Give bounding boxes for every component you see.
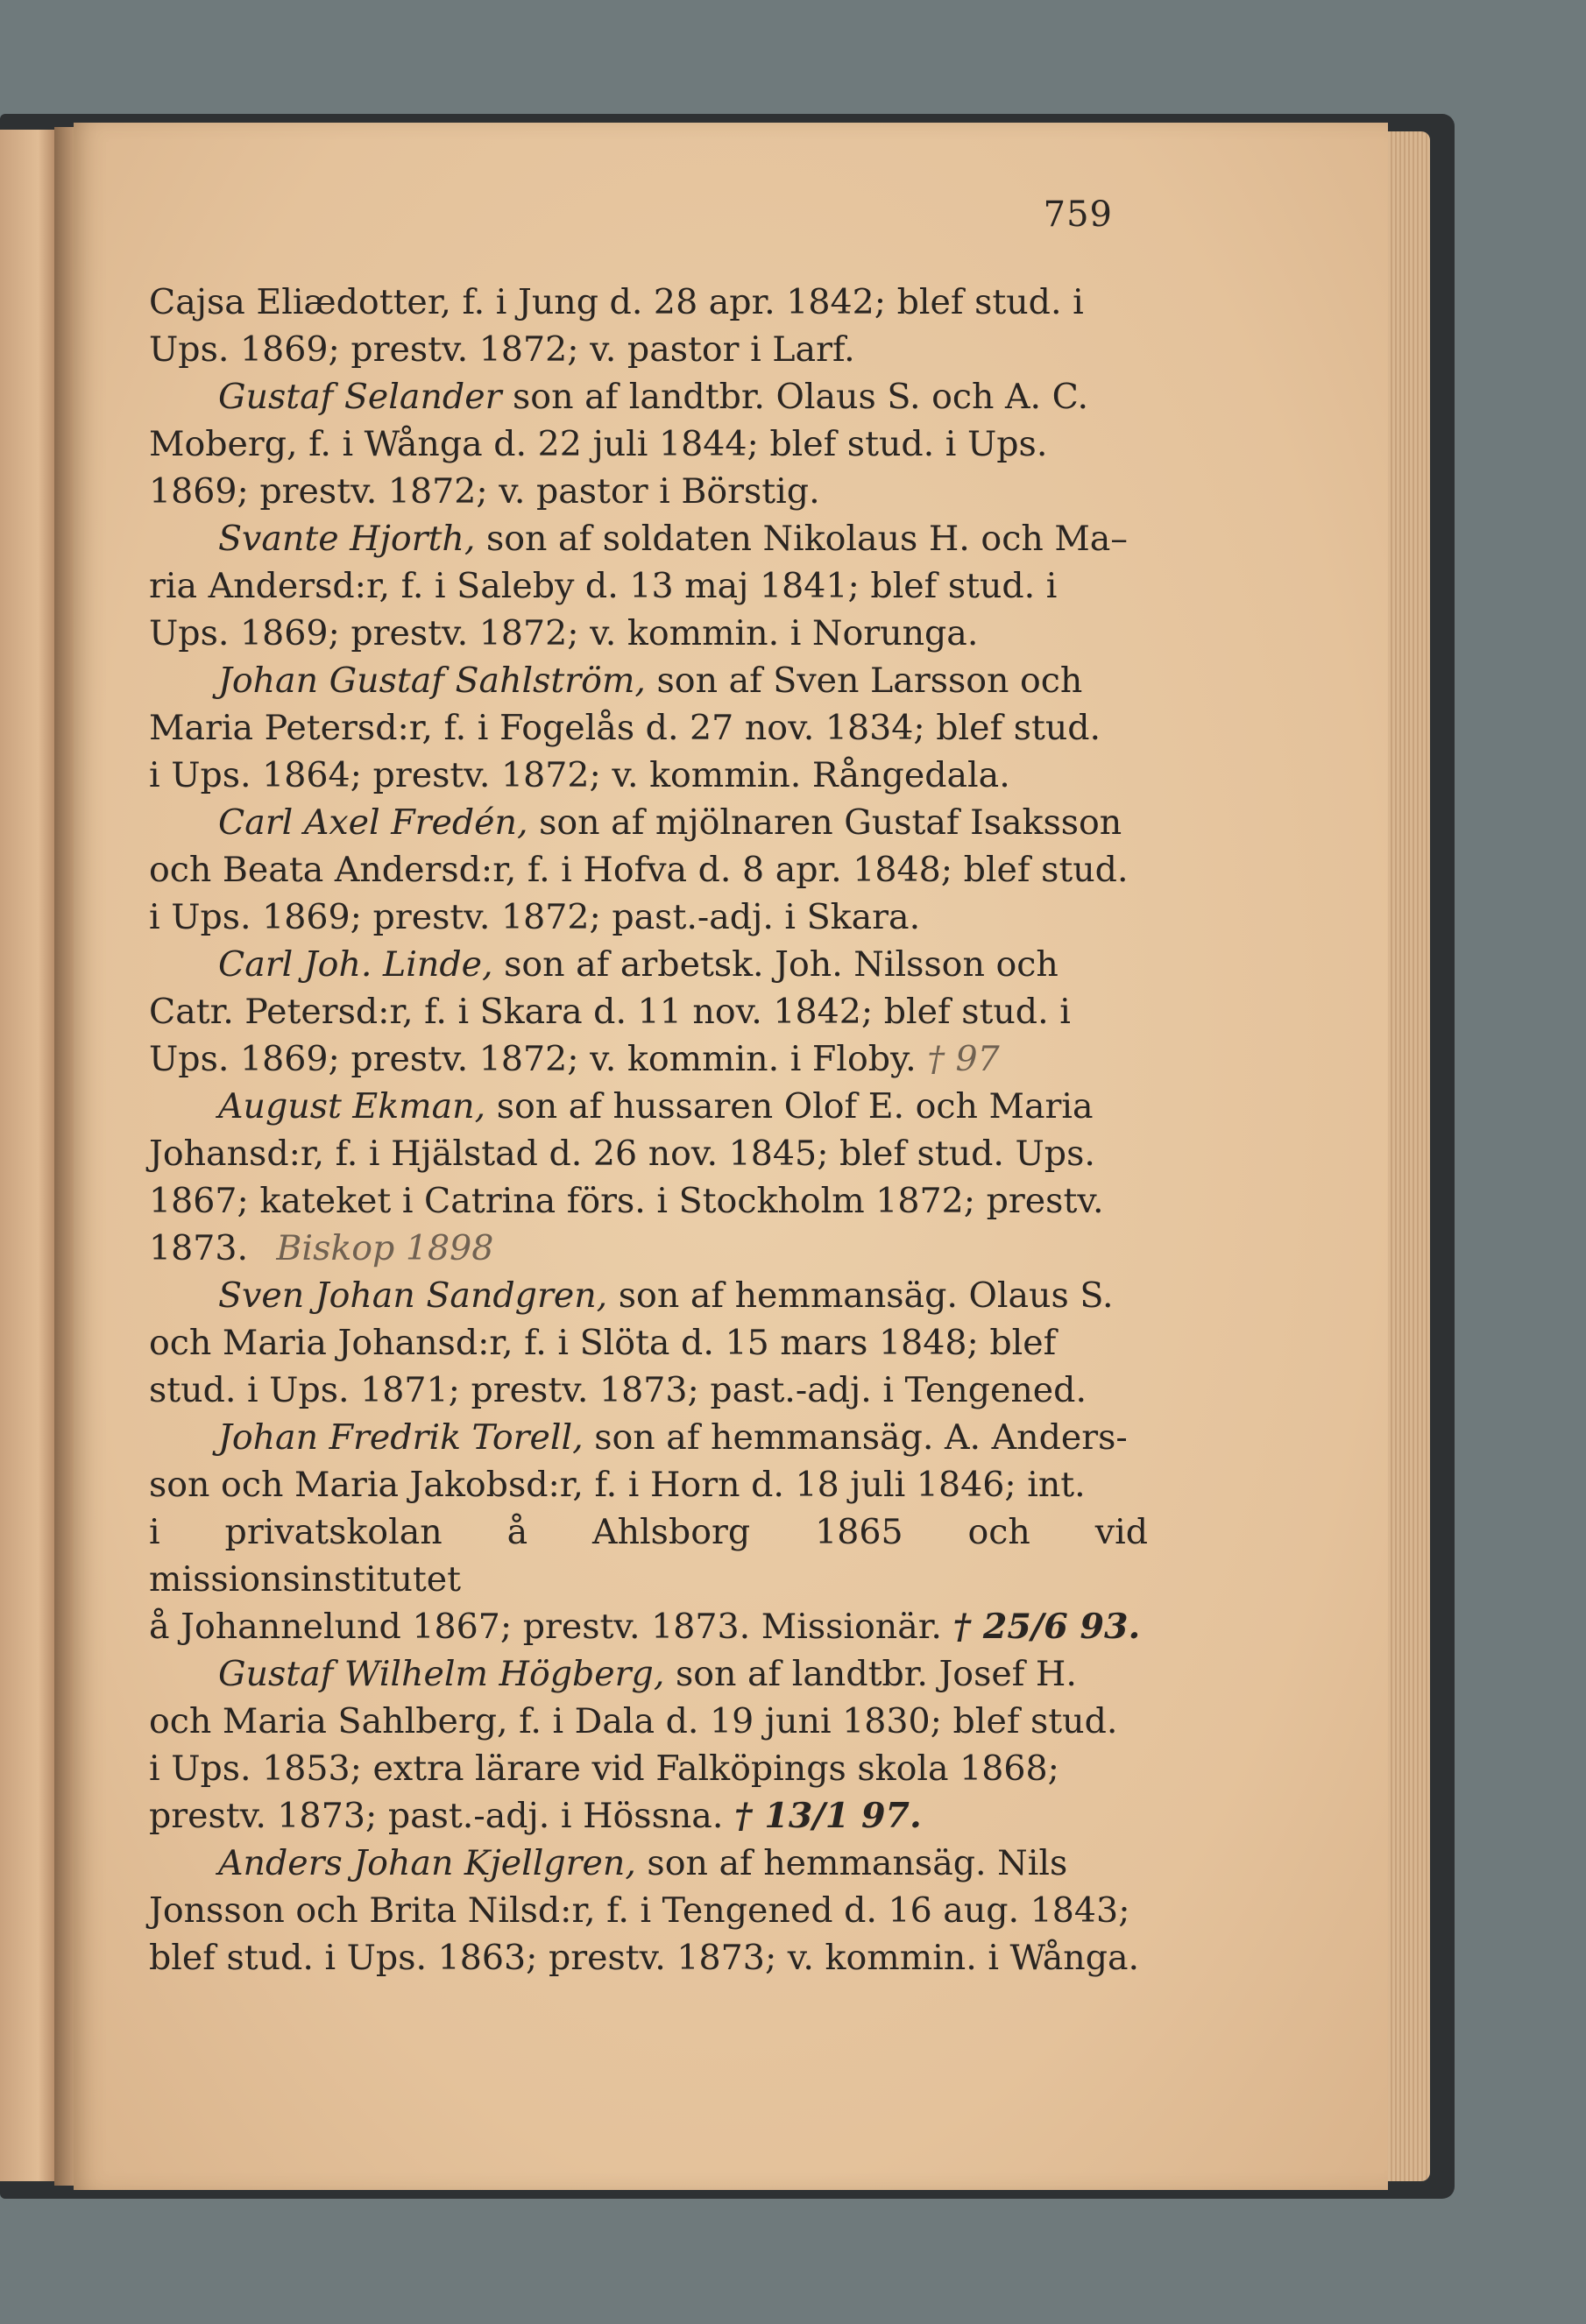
left-page-edge bbox=[0, 130, 54, 2181]
page-fore-edge bbox=[1388, 131, 1430, 2181]
entry-name: August Ekman, bbox=[218, 1086, 486, 1127]
entry: Gustaf Selander son af landtbr. Olaus S. och A. C. Moberg, f. i Wånga d. 22 juli 1844; blef stud. i Ups. 1869; prestv. 1872; v. pastor i Börstig. bbox=[149, 377, 1089, 512]
handwritten-note: † 13/1 97. bbox=[733, 1796, 922, 1836]
entry: Gustaf Wilhelm Högberg, son af landtbr. Josef H. och Maria Sahlberg, f. i Dala d. 19 juni 1830; blef stud. i Ups. 1853; extra lärare vid Falköpings skola 1868; prestv. 1873; past.-adj. i Hössna. † 13/1 97. bbox=[149, 1654, 1118, 1836]
entry-name: Gustaf Wilhelm Högberg, bbox=[218, 1654, 665, 1694]
entry-name: Svante Hjorth, bbox=[218, 519, 476, 559]
entry: Johan Fredrik Torell, son af hemmansäg. A. Anders- son och Maria Jakobsd:r, f. i Horn d. 18 juli 1846; int. i privatskolan å Ahlsborg 1865 och vid missionsinstitutet å Johannelund 1867; prestv. 1873. Missionär. † 25/6 93. bbox=[149, 1417, 1148, 1647]
entry-name: Gustaf Selander bbox=[218, 377, 502, 417]
entry-name: Carl Axel Fredén, bbox=[218, 802, 528, 843]
page-number: 759 bbox=[1043, 194, 1113, 235]
entry-name: Carl Joh. Linde, bbox=[218, 944, 493, 985]
handwritten-note: Biskop 1898 bbox=[276, 1228, 494, 1268]
entry-name: Sven Johan Sandgren, bbox=[218, 1275, 608, 1316]
entry: Cajsa Eliædotter, f. i Jung d. 28 apr. 1842; blef stud. i Ups. 1869; prestv. 1872; v. pastor i Larf. bbox=[149, 282, 1084, 370]
entry: Svante Hjorth, son af soldaten Nikolaus H. och Ma– ria Andersd:r, f. i Saleby d. 13 maj 1841; blef stud. i Ups. 1869; prestv. 1872; v. kommin. i Norunga. bbox=[149, 519, 1129, 653]
page-text bbox=[149, 279, 1148, 1981]
entry: Carl Axel Fredén, son af mjölnaren Gustaf Isaksson och Beata Andersd:r, f. i Hofva d. 8 apr. 1848; blef stud. i Ups. 1869; prestv. 1872; past.-adj. i Skara. bbox=[149, 802, 1129, 937]
entry: Sven Johan Sandgren, son af hemmansäg. Olaus S. och Maria Johansd:r, f. i Slöta d. 15 mars 1848; blef stud. i Ups. 1871; prestv. 1873; past.-adj. i Tengened. bbox=[149, 1275, 1114, 1410]
entry: Johan Gustaf Sahlström, son af Sven Larsson och Maria Petersd:r, f. i Fogelås d. 27 nov. 1834; blef stud. i Ups. 1864; prestv. 1872; v. kommin. Rångedala. bbox=[149, 660, 1101, 795]
entry: August Ekman, son af hussaren Olof E. och Maria Johansd:r, f. i Hjälstad d. 26 nov. 1845; blef stud. Ups. 1867; kateket i Catrina förs. i Stockholm 1872; prestv. 1873. Biskop 1898 bbox=[149, 1086, 1104, 1268]
handwritten-note: † 97 bbox=[927, 1039, 1000, 1079]
entry-name: Anders Johan Kjellgren, bbox=[218, 1843, 636, 1883]
entry-name: Johan Gustaf Sahlström, bbox=[218, 660, 646, 701]
entry: Carl Joh. Linde, son af arbetsk. Joh. Nilsson och Catr. Petersd:r, f. i Skara d. 11 nov. 1842; blef stud. i Ups. 1869; prestv. 1872; v. kommin. i Floby. † 97 bbox=[149, 944, 1071, 1079]
entry-name: Johan Fredrik Torell, bbox=[218, 1417, 584, 1458]
handwritten-note: † 25/6 93. bbox=[952, 1607, 1141, 1647]
entry: Anders Johan Kjellgren, son af hemmansäg. Nils Jonsson och Brita Nilsd:r, f. i Tengened d. 16 aug. 1843; blef stud. i Ups. 1863; prestv. 1873; v. kommin. i Wånga. bbox=[149, 1843, 1140, 1978]
